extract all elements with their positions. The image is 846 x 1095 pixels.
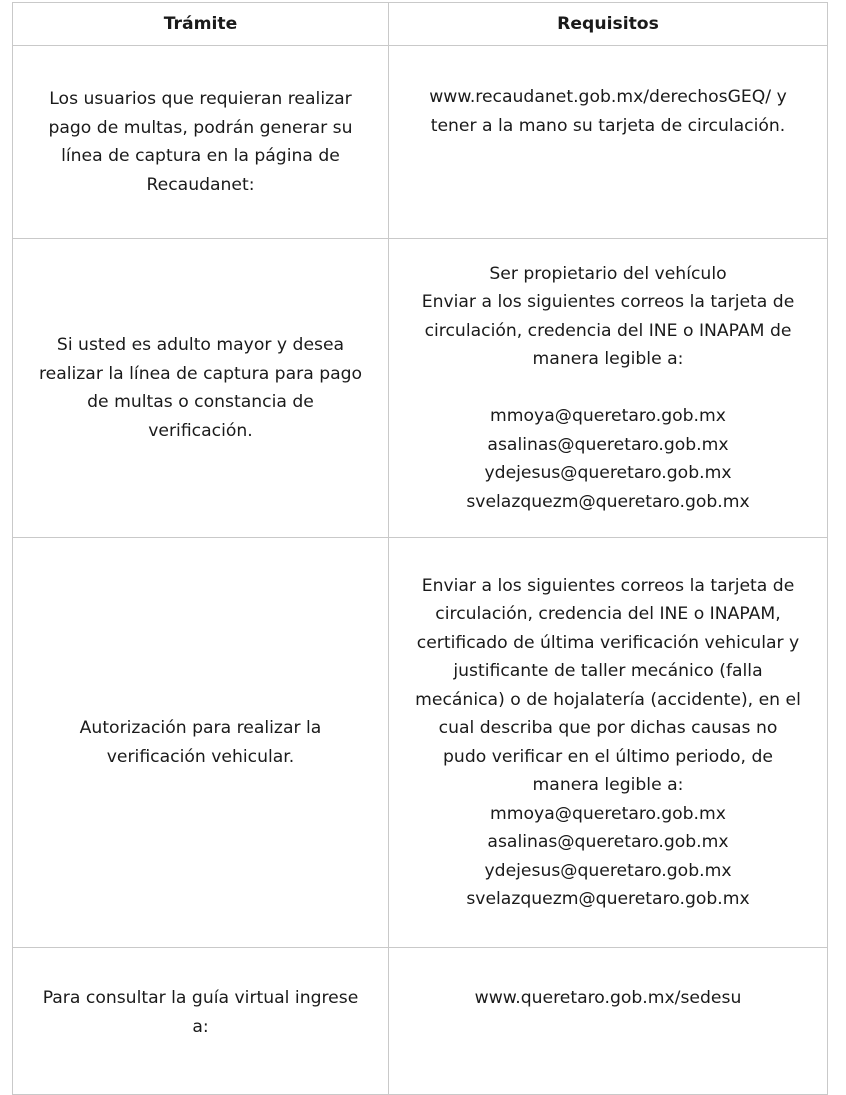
table-row <box>13 46 828 239</box>
tramite-cell <box>13 538 389 948</box>
tramite-line: pago de multas, podrán generar su <box>48 117 353 138</box>
tramite-line: Si usted es adulto mayor y desea <box>56 335 345 355</box>
requisitos-cell <box>389 538 828 948</box>
requisitos-line: Ser propietario del vehículo <box>489 263 727 284</box>
requisitos-line: Enviar a los siguientes correos la tarjeta de <box>421 292 795 313</box>
email-line: svelazquezm@queretaro.gob.mx <box>466 889 750 909</box>
requisitos-line: cual describa que por dichas causas no <box>438 718 778 738</box>
requisitos-line: circulación, credencia del INE o INAPAM, <box>435 604 781 624</box>
header-requisitos: Requisitos <box>389 3 828 46</box>
table-header-row <box>13 3 828 46</box>
requisitos-line: manera legible a: <box>532 349 684 370</box>
email-line: mmoya@queretaro.gob.mx <box>490 406 726 427</box>
requisitos-cell <box>389 948 828 1095</box>
requisitos-line: pudo verificar en el último periodo, de <box>443 746 773 767</box>
requisitos-line: circulación, credencia del INE o INAPAM de <box>424 320 792 341</box>
requisitos-line: manera legible a: <box>532 775 684 795</box>
requisitos-line: Enviar a los siguientes correos la tarjeta de <box>421 575 795 596</box>
requirements-table <box>12 2 828 1095</box>
blank-line <box>403 374 813 403</box>
tramite-line: Recaudanet: <box>146 174 255 195</box>
email-line: asalinas@queretaro.gob.mx <box>487 832 729 852</box>
requisitos-line: justificante de taller mecánico (falla <box>453 661 763 681</box>
requisitos-cell <box>389 46 828 239</box>
table-row <box>13 239 828 538</box>
tramite-cell <box>13 239 389 538</box>
table-row <box>13 538 828 948</box>
requisitos-cell <box>389 239 828 538</box>
requisitos-line: www.recaudanet.gob.mx/derechosGEQ/ y <box>429 87 787 107</box>
email-line: svelazquezm@queretaro.gob.mx <box>466 491 750 512</box>
email-line: ydejesus@queretaro.gob.mx <box>484 860 732 881</box>
tramite-line: Los usuarios que requieran realizar <box>49 89 352 109</box>
tramite-cell <box>13 46 389 239</box>
email-line: asalinas@queretaro.gob.mx <box>487 434 729 455</box>
tramite-cell <box>13 948 389 1095</box>
requisitos-line: www.queretaro.gob.mx/sedesu <box>474 988 742 1008</box>
requisitos-line: mecánica) o de hojalatería (accidente), en el <box>415 689 801 710</box>
requisitos-line: tener a la mano su tarjeta de circulación. <box>430 115 786 136</box>
tramite-line: a: <box>192 1016 209 1037</box>
tramite-line: realizar la línea de captura para pago <box>38 363 363 384</box>
email-line: mmoya@queretaro.gob.mx <box>490 803 726 824</box>
tramite-line: Para consultar la guía virtual ingrese <box>42 988 359 1008</box>
tramite-line: verificación. <box>148 420 253 441</box>
tramite-line: línea de captura en la página de <box>61 146 340 166</box>
tramite-line: Autorización para realizar la <box>79 718 322 738</box>
tramite-line: verificación vehicular. <box>106 746 295 767</box>
table-row <box>13 948 828 1095</box>
requisitos-line: certificado de última verificación vehicular y <box>416 632 800 653</box>
tramite-line: de multas o constancia de <box>87 392 314 412</box>
email-line: ydejesus@queretaro.gob.mx <box>484 463 732 484</box>
header-tramite: Trámite <box>13 3 389 46</box>
